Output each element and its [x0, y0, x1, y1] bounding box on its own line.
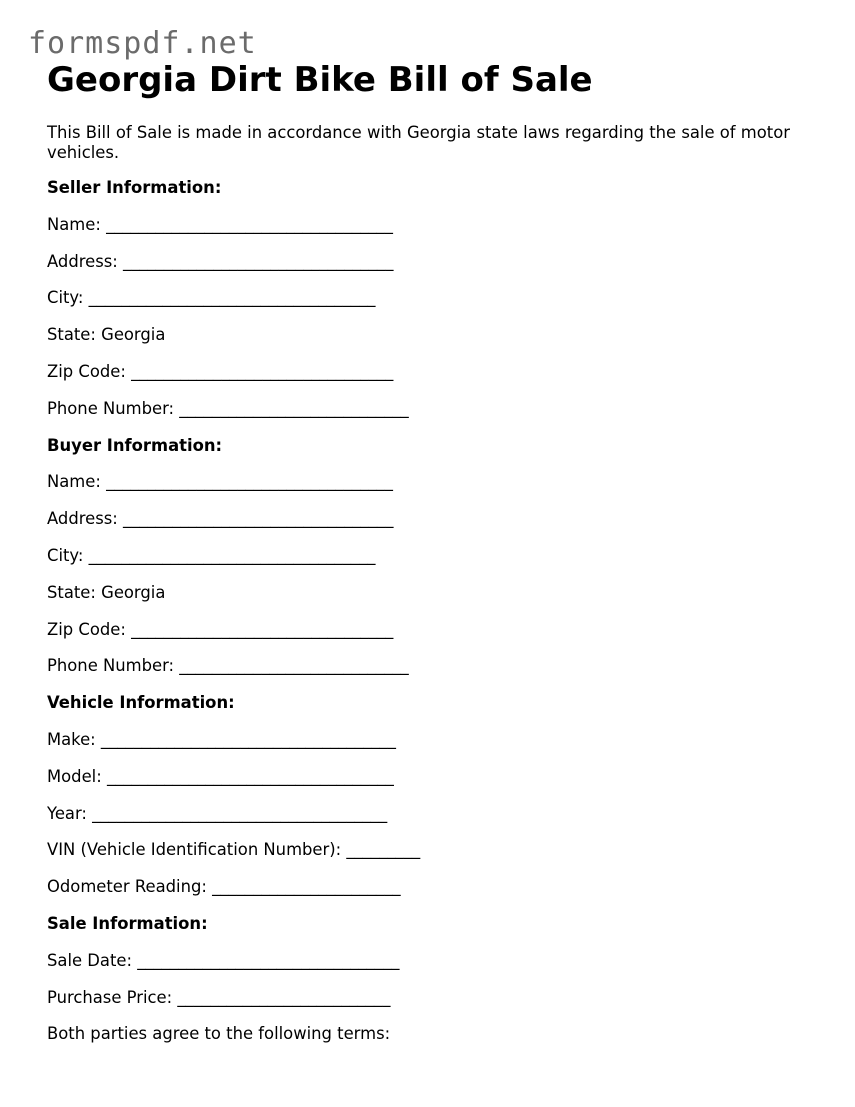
vehicle-model-field[interactable]: Model: ___________________________________ [47, 766, 394, 786]
seller-state-text: State: Georgia [47, 325, 166, 345]
seller-address-field[interactable]: Address: _________________________________ [47, 251, 394, 271]
vehicle-year-field[interactable]: Year: ____________________________________ [47, 803, 388, 823]
sale-section-heading: Sale Information: [47, 913, 208, 933]
vehicle-make-field[interactable]: Make: ____________________________________ [47, 729, 396, 749]
vehicle-odometer-field[interactable]: Odometer Reading: _______________________ [47, 877, 401, 897]
seller-section-heading: Seller Information: [47, 178, 222, 197]
page-title: Georgia Dirt Bike Bill of Sale [47, 60, 593, 100]
seller-city-field[interactable]: City: ___________________________________ [47, 288, 376, 308]
buyer-phone-field[interactable]: Phone Number: ____________________________ [47, 656, 409, 676]
buyer-address-field[interactable]: Address: _________________________________ [47, 509, 394, 529]
purchase-price-field[interactable]: Purchase Price: __________________________ [47, 987, 391, 1007]
buyer-state-text: State: Georgia [47, 582, 166, 602]
buyer-city-field[interactable]: City: ___________________________________ [47, 545, 376, 565]
buyer-name-field[interactable]: Name: ___________________________________ [47, 472, 393, 492]
seller-zip-field[interactable]: Zip Code: ________________________________ [47, 361, 394, 381]
vehicle-vin-field[interactable]: VIN (Vehicle Identification Number): _________ [47, 840, 421, 860]
vehicle-section-heading: Vehicle Information: [47, 693, 235, 713]
intro-paragraph: This Bill of Sale is made in accordance with Georgia state laws regarding the sale of motor vehicles. [47, 123, 790, 162]
seller-name-field[interactable]: Name: ___________________________________ [47, 214, 393, 234]
watermark: formspdf.net [28, 26, 257, 61]
buyer-section-heading: Buyer Information: [47, 435, 223, 455]
document-body [47, 58, 827, 1044]
seller-phone-field[interactable]: Phone Number: ____________________________ [47, 398, 409, 418]
terms-intro-text: Both parties agree to the following terms: [47, 1024, 391, 1044]
sale-date-field[interactable]: Sale Date: ________________________________ [47, 950, 400, 970]
buyer-zip-field[interactable]: Zip Code: ________________________________ [47, 619, 394, 639]
